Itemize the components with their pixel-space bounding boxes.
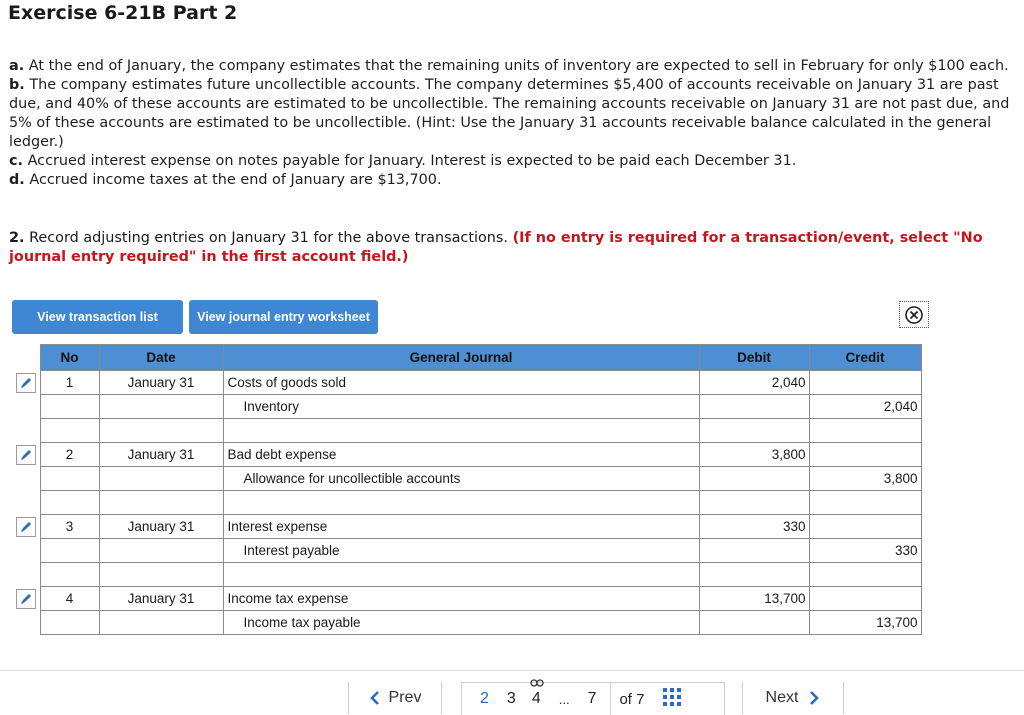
debit-account: Costs of goods sold [223, 371, 699, 395]
view-transaction-list-button[interactable]: View transaction list [12, 300, 183, 334]
chevron-left-icon [369, 690, 381, 706]
edit-entry-button[interactable] [13, 587, 40, 611]
edit-pencil-icon [19, 592, 33, 606]
credit-amount-empty [809, 515, 921, 539]
journal-row-credit [13, 395, 921, 419]
edit-entry-button[interactable] [13, 371, 40, 395]
page-2-link[interactable]: 2 [480, 690, 489, 707]
header-general-journal: General Journal [223, 345, 699, 371]
debit-amount: 13,700 [699, 587, 809, 611]
entry-number: 1 [40, 371, 99, 395]
chevron-right-icon [808, 690, 820, 706]
journal-row-debit [13, 371, 921, 395]
page-ellipsis: ... [558, 691, 570, 707]
credit-account: Income tax payable [223, 611, 699, 635]
page-navigator [461, 682, 725, 715]
general-journal-table [13, 344, 922, 635]
page-7-link[interactable]: 7 [587, 690, 597, 707]
close-button[interactable] [899, 301, 929, 328]
entry-date: January 31 [99, 371, 223, 395]
journal-row-blank [13, 563, 921, 587]
page-title: Exercise 6-21B Part 2 [8, 2, 238, 24]
debit-amount: 2,040 [699, 371, 809, 395]
header-credit: Credit [809, 345, 921, 371]
debit-account: Income tax expense [223, 587, 699, 611]
credit-amount: 330 [809, 539, 921, 563]
transaction-description [9, 57, 1014, 190]
link-icon [530, 678, 544, 688]
entry-number: 2 [40, 443, 99, 467]
view-journal-entry-worksheet-button[interactable]: View journal entry worksheet [189, 300, 378, 334]
credit-amount: 2,040 [809, 395, 921, 419]
edit-pencil-icon [19, 448, 33, 462]
entry-date: January 31 [99, 587, 223, 611]
item-c: c. Accrued interest expense on notes payable for January. Interest is expected to be paid each December 31. [9, 153, 797, 169]
grid-icon [663, 688, 681, 706]
journal-row-blank [13, 491, 921, 515]
table-header-row [13, 345, 921, 371]
entry-number: 3 [40, 515, 99, 539]
journal-row-credit [13, 611, 921, 635]
page-count: of 7 [619, 690, 645, 708]
credit-amount-empty [809, 587, 921, 611]
entry-number: 4 [40, 587, 99, 611]
credit-account: Allowance for uncollectible accounts [223, 467, 699, 491]
debit-account: Interest expense [223, 515, 699, 539]
item-a: a. At the end of January, the company estimates that the remaining units of inventory are expected to sell in February for only $100 each. [9, 58, 1009, 74]
credit-account: Interest payable [223, 539, 699, 563]
journal-row-debit [13, 443, 921, 467]
entry-date: January 31 [99, 443, 223, 467]
credit-amount-empty [809, 371, 921, 395]
item-d: d. Accrued income taxes at the end of January are $13,700. [9, 172, 442, 188]
edit-entry-button[interactable] [13, 515, 40, 539]
edit-entry-button[interactable] [13, 443, 40, 467]
credit-amount: 13,700 [809, 611, 921, 635]
next-button[interactable]: Next [742, 682, 844, 714]
entry-date: January 31 [99, 515, 223, 539]
journal-row-debit [13, 515, 921, 539]
credit-account: Inventory [223, 395, 699, 419]
journal-row-blank [13, 419, 921, 443]
prev-button[interactable]: Prev [348, 682, 442, 714]
item-b: b. The company estimates future uncollectible accounts. The company determines $5,400 of accounts receivable on January 31 are past due, and 40% of these accounts are estimated to be uncollectible. The remaining accounts receivable on January 31 are not past due, and 5% of these accounts are estimated to be uncollectible. (Hint: Use the January 31 accounts receivable balance calculated in the general ledger.) [9, 77, 1010, 150]
header-date: Date [99, 345, 223, 371]
header-no: No [40, 345, 99, 371]
edit-pencil-icon [19, 520, 33, 534]
debit-amount: 330 [699, 515, 809, 539]
instruction: 2. Record adjusting entries on January 31 for the above transactions. (If no entry is required for a transaction/event, select "No journal entry required" in the first account field.) [9, 230, 983, 265]
page-4-current[interactable]: 4 [532, 690, 541, 708]
instruction-note: (If no entry is required for a transaction/event, select "No journal entry required" in the first account field.) [9, 230, 983, 265]
close-icon [904, 305, 924, 325]
header-debit: Debit [699, 345, 809, 371]
journal-row-credit [13, 539, 921, 563]
journal-row-debit [13, 587, 921, 611]
credit-amount-empty [809, 443, 921, 467]
edit-pencil-icon [19, 376, 33, 390]
page-3-link[interactable]: 3 [506, 690, 516, 707]
debit-amount: 3,800 [699, 443, 809, 467]
journal-row-credit [13, 467, 921, 491]
credit-amount: 3,800 [809, 467, 921, 491]
grid-view-button[interactable] [663, 688, 681, 711]
debit-account: Bad debt expense [223, 443, 699, 467]
footer-divider [0, 670, 1024, 671]
